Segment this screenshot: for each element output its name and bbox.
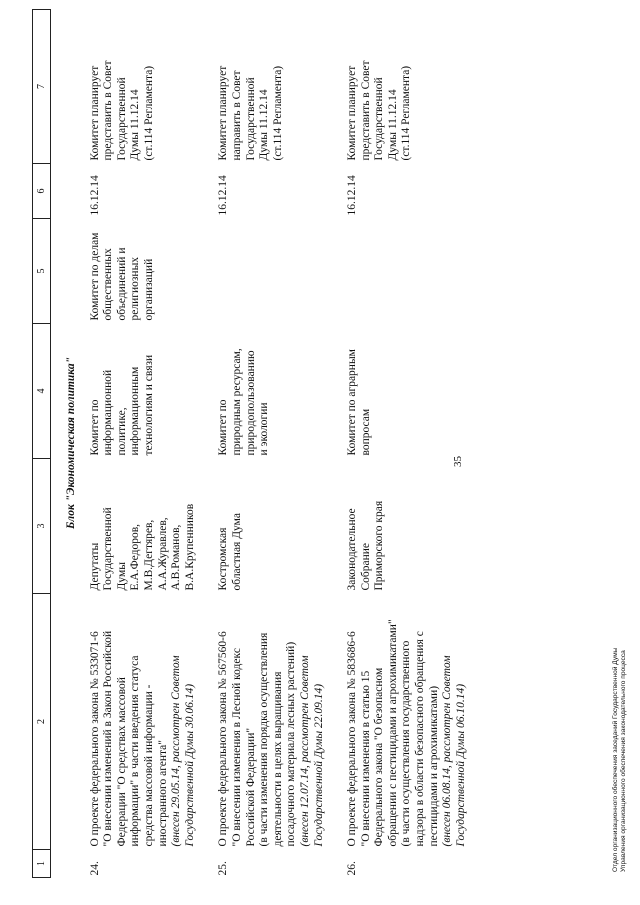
bill-note: (внесен 12.07.14, рассмотрен Советом Государственной Думы 22.09.14) <box>298 655 325 847</box>
table-row <box>89 10 218 878</box>
page-number: 35 <box>452 456 464 467</box>
bill-description-cell <box>89 594 218 850</box>
column-number: 3 <box>33 459 51 594</box>
row-number: 25. <box>217 861 230 876</box>
bill-note: (внесен 06.08.14, рассмотрен Советом Государственной Думы 06.10.14) <box>441 655 467 847</box>
block-title: Блок "Экономическая политика" <box>65 357 77 530</box>
review-date: 16.12.14 <box>88 175 101 216</box>
footer-line: Управления организационного обеспечения законодательного процесса <box>620 650 628 872</box>
bill-description: О проекте федерального закона № 583686-6 "О внесении изменения в статью 15 Федерального закона "О безопасном обращении с пестицидами и агрохимикатами" (в части осуществления государственного надзора в области безопасного обращения с пестицидами и агрохимикатами) <box>346 619 440 847</box>
bill-description: О проекте федерального закона № 567560-6 "О внесении изменения в Лесной кодекс Российской Федерации" (в части изменения порядка осуществления деятельности в целях выращивания посадочного материала лесных растений) <box>217 631 298 847</box>
bill-description-cell <box>346 594 488 850</box>
co-executor-committee <box>217 219 346 324</box>
review-date: 16.12.14 <box>346 175 359 216</box>
column-number: 6 <box>33 164 51 219</box>
committee-plan: Комитет планирует представить в Совет Государственной Думы 11.12.14 (ст.114 Регламента) <box>346 60 413 161</box>
table-row <box>346 10 488 878</box>
row-number: 26. <box>346 861 359 876</box>
bill-author: Законодательное Собрание Приморского края <box>346 500 386 591</box>
row-number: 24. <box>88 861 101 876</box>
column-number-row <box>33 10 51 878</box>
bill-note: (внесен 29.05.14, рассмотрен Советом Государственной Думы 30.06.14) <box>170 655 196 847</box>
column-number: 5 <box>33 219 51 324</box>
review-date: 16.12.14 <box>217 175 230 216</box>
co-executor-committee <box>346 219 488 324</box>
bills-table <box>32 9 488 878</box>
committee-plan: Комитет планирует направить в Совет Государственной Думы 11.12.14 (ст.114 Регламента) <box>217 65 284 161</box>
committee-plan: Комитет планирует представить в Совет Государственной Думы 11.12.14 (ст.114 Регламента) <box>88 60 155 161</box>
block-heading-row <box>51 10 89 878</box>
bill-description: О проекте федерального закона № 533071-6 "О внесении изменений в Закон Российской Федерации "О средствах массовой информации" в части введения статуса средства массовой информации - иностранного агента" <box>88 630 169 847</box>
bill-author: Депутаты Государственной Думы Е.А.Федоров, М.В.Дегтярев, А.А.Журавлев, А.В.Романов, В.А.Крупенников <box>88 503 196 591</box>
responsible-committee: Комитет по информационной политике, информационным технологиям и связи <box>88 354 155 456</box>
co-executor-committee: Комитет по делам общественных объединений и религиозных организаций <box>88 232 155 321</box>
footer <box>612 648 628 872</box>
column-number: 4 <box>33 324 51 459</box>
footer-line: Отдел организационного обеспечения заседаний Государственной Думы <box>612 647 619 872</box>
table-row <box>217 10 346 878</box>
responsible-committee: Комитет по аграрным вопросам <box>346 349 372 456</box>
column-number: 7 <box>33 10 51 164</box>
bill-description-cell <box>217 594 346 850</box>
column-number: 1 <box>33 850 51 878</box>
responsible-committee: Комитет по природным ресурсам, природопользованию и экологии <box>217 348 271 456</box>
bill-author: Костромская областная Дума <box>217 513 243 591</box>
column-number: 2 <box>33 594 51 850</box>
